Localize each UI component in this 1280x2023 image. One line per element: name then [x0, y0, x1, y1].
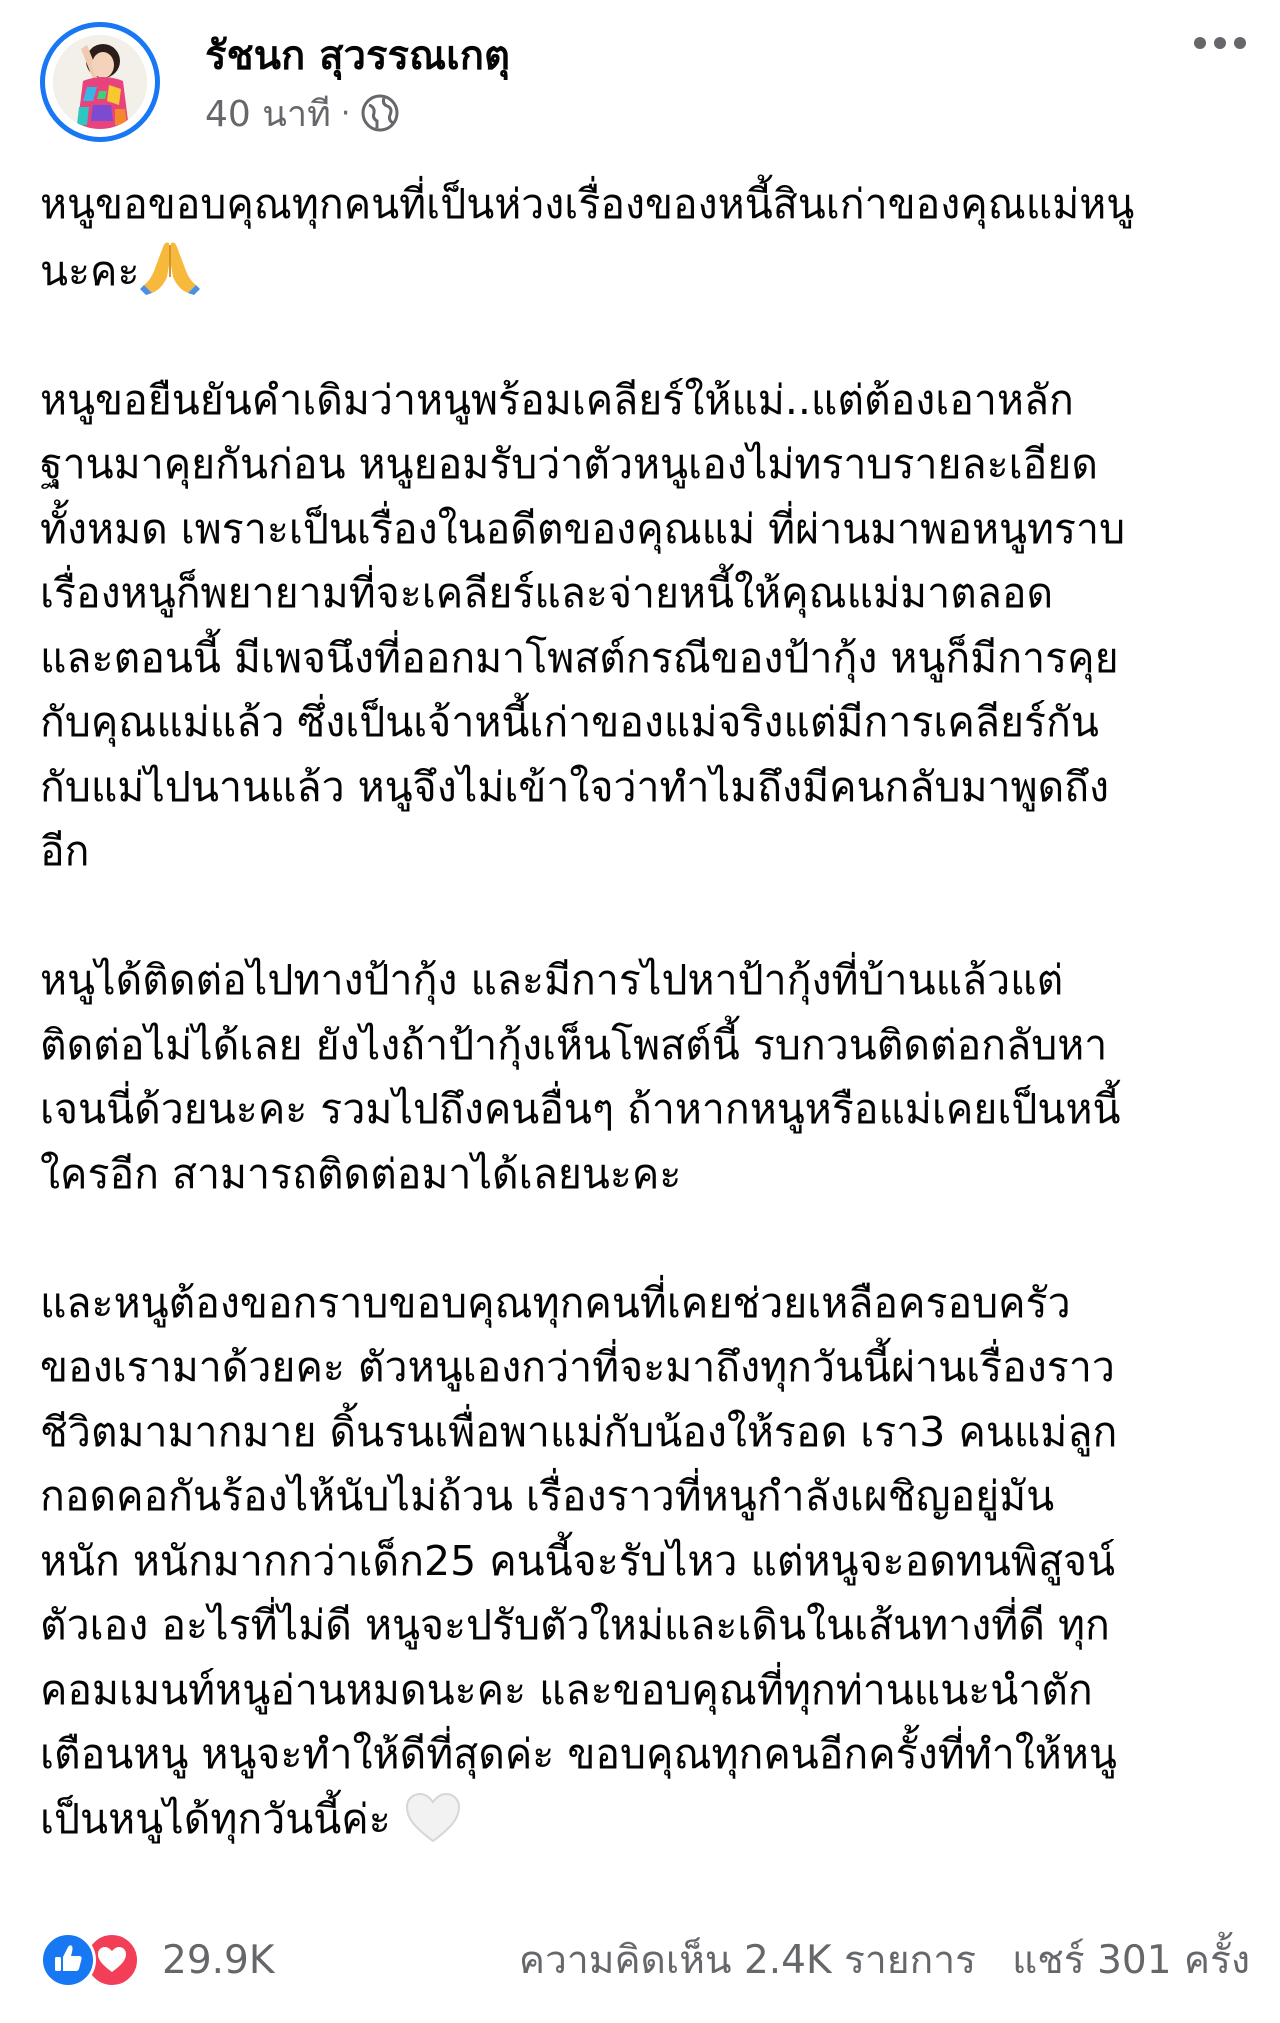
- text-line: และหนูต้องขอกราบขอบคุณทุกคนที่เคยช่วยเหลือครอบครัว: [40, 1278, 1071, 1327]
- text-line: ของเรามาด้วยคะ ตัวหนูเองกว่าที่จะมาถึงทุกวันนี้ผ่านเรื่องราว: [40, 1343, 1115, 1391]
- text-line: ทั้งหมด เพราะเป็นเรื่องในอดีตของคุณแม่ ที่ผ่านมาพอหนูทราบ: [40, 504, 1126, 553]
- post-text: [40, 172, 1250, 1916]
- author-avatar[interactable]: [40, 22, 160, 142]
- shares-count[interactable]: แชร์ 301 ครั้ง: [1012, 1938, 1250, 1983]
- text-line: เป็นหนูได้ทุกวันนี้ค่ะ: [40, 1794, 391, 1843]
- text-line: และตอนนี้ มีเพจนึงที่ออกมาโพสต์กรณีของป้ากุ้ง หนูก็มีการคุย: [40, 633, 1119, 682]
- folded-hands-emoji: [140, 237, 200, 295]
- text-line: เจนนี่ด้วยนะคะ รวมไปถึงคนอื่นๆ ถ้าหากหนูหรือแม่เคยเป็นหนี้: [40, 1085, 1121, 1133]
- text-line-with-emoji: [40, 1787, 1250, 1852]
- text-line: ใครอีก สามารถติดต่อมาได้เลยนะคะ: [40, 1149, 682, 1198]
- post-timestamp[interactable]: 40 นาที: [205, 93, 331, 135]
- reactions-summary[interactable]: [40, 1928, 274, 1992]
- text-line: เตือนหนู หนูจะทำให้ดีที่สุดค่ะ ขอบคุณทุกคนอีกครั้งที่ทำให้หนู: [40, 1730, 1117, 1778]
- text-line: เรื่องหนูก็พยายามที่จะเคลียร์และจ่ายหนี้ให้คุณแม่มาตลอด: [40, 569, 1054, 617]
- text-line: หนูขอยืนยันคำเดิมว่าหนูพร้อมเคลียร์ให้แม่..แต่ต้องเอาหลัก: [40, 375, 1074, 424]
- white-heart-emoji: [404, 1791, 462, 1845]
- meta-separator: ·: [340, 95, 351, 131]
- text-line: ตัวเอง อะไรที่ไม่ดี หนูจะปรับตัวใหม่และเดินในเส้นทางที่ดี ทุก: [40, 1601, 1110, 1649]
- text-line: ฐานมาคุยกันก่อน หนูยอมรับว่าตัวหนูเองไม่ทราบรายละเอียด: [40, 440, 1098, 488]
- like-icon: [40, 1932, 96, 1988]
- avatar-photo: [53, 35, 147, 129]
- paragraph: [40, 1271, 1250, 1852]
- paragraph: [40, 172, 1250, 303]
- text-line: หนูขอขอบคุณทุกคนที่เป็นห่วงเรื่องของหนี้สินเก่าของคุณแม่หนู: [40, 180, 1135, 228]
- avatar-portrait-image: [53, 35, 147, 129]
- paragraph: [40, 948, 1250, 1206]
- text-line: หนูได้ติดต่อไปทางป้ากุ้ง และมีการไปหาป้ากุ้งที่บ้านแล้วแต่: [40, 956, 1064, 1004]
- text-line: กอดคอกันร้องไห้นับไม่ถ้วน เรื่องราวที่หนูกำลังเผชิญอยู่มัน: [40, 1472, 1055, 1520]
- text-line-with-emoji: [40, 237, 1250, 304]
- comments-count[interactable]: ความคิดเห็น 2.4K รายการ: [518, 1938, 977, 1983]
- text-line: กับแม่ไปนานแล้ว หนูจึงไม่เข้าใจว่าทำไมถึงมีคนกลับมาพูดถึง: [40, 762, 1110, 811]
- text-line: อีก: [40, 827, 90, 875]
- post-footer: [40, 1928, 1250, 1992]
- text-line: คอมเมนท์หนูอ่านหมดนะคะ และขอบคุณที่ทุกท่านแนะนำตัก: [40, 1665, 1093, 1714]
- reaction-count[interactable]: 29.9K: [162, 1937, 275, 1983]
- post-header: [40, 22, 1250, 142]
- author-name[interactable]: รัชนก สุวรรณเกตุ: [205, 33, 510, 79]
- paragraph: [40, 368, 1250, 884]
- post-meta: [205, 88, 400, 138]
- text-line: ชีวิตมามากมาย ดิ้นรนเพื่อพาแม่กับน้องให้รอด เรา3 คนแม่ลูก: [40, 1407, 1118, 1456]
- reaction-icons: [40, 1930, 152, 1990]
- text-line: หนัก หนักมากกว่าเด็ก25 คนนี้จะรับไหว แต่หนูจะอดทนพิสูจน์: [40, 1536, 1116, 1585]
- text-line: ติดต่อไม่ได้เลย ยังไงถ้าป้ากุ้งเห็นโพสต์นี้ รบกวนติดต่อกลับหา: [40, 1020, 1108, 1069]
- engagement-stats: [519, 1928, 1250, 1992]
- text-line: กับคุณแม่แล้ว ซึ่งเป็นเจ้าหนี้เก่าของแม่จริงแต่มีการเคลียร์กัน: [40, 698, 1099, 746]
- more-options-icon[interactable]: [1190, 28, 1250, 58]
- text-line: นะคะ: [40, 246, 140, 295]
- globe-icon[interactable]: [360, 93, 400, 133]
